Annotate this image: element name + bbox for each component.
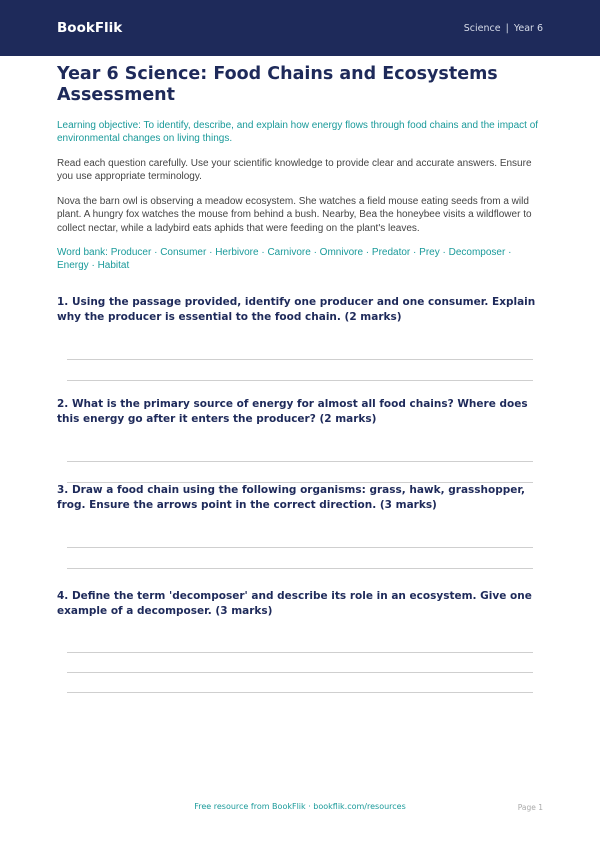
question-3: [57, 483, 543, 569]
question-text: 1. Using the passage provided, identify one producer and one consumer. Explain why the producer is essential to the food chain. (2 marks): [57, 295, 536, 323]
answer-line[interactable]: [67, 692, 533, 693]
answer-line[interactable]: [67, 547, 533, 548]
answer-line[interactable]: [67, 380, 533, 381]
page-title: Year 6 Science: Food Chains and Ecosystems Assessment: [57, 64, 498, 105]
subject-label: Science: [463, 22, 501, 34]
page-header: [0, 0, 600, 56]
footer-resource-link[interactable]: Free resource from BookFlik · bookflik.com/resources: [194, 802, 406, 811]
page-number: Page 1: [517, 803, 543, 812]
answer-area[interactable]: [67, 359, 533, 381]
answer-line[interactable]: [67, 672, 533, 673]
answer-area[interactable]: [67, 547, 533, 569]
answer-line[interactable]: [67, 359, 533, 360]
question-text: 2. What is the primary source of energy for almost all food chains? Where does this energy go after it enters the producer? (2 marks): [57, 397, 528, 425]
worksheet-content: [57, 64, 543, 693]
word-bank: Word bank: Producer · Consumer · Herbivore · Carnivore · Omnivore · Predator · Prey · Decomposer · Energy · Habitat: [57, 246, 512, 272]
answer-area[interactable]: [67, 461, 533, 483]
instructions: Read each question carefully. Use your scientific knowledge to provide clear and accurate answers. Ensure you use appropriate terminology.: [57, 158, 532, 182]
question-4: [57, 589, 543, 693]
answer-area[interactable]: [67, 652, 533, 693]
answer-line[interactable]: [67, 652, 533, 653]
year-label: Year 6: [513, 22, 543, 34]
learning-objective: Learning objective: To identify, describe, and explain how energy flows through food chains and the impact of environmental changes on living things.: [57, 120, 539, 144]
question-text: 3. Draw a food chain using the following organisms: grass, hawk, grasshopper, frog. Ensure the arrows point in the correct direction. (3 marks): [57, 483, 526, 511]
header-meta: [464, 23, 543, 34]
meta-separator: |: [505, 22, 509, 34]
question-1: [57, 295, 543, 381]
answer-line[interactable]: [67, 568, 533, 569]
question-2: [57, 397, 543, 483]
answer-line[interactable]: [67, 461, 533, 462]
reading-passage: Nova the barn owl is observing a meadow ecosystem. She watches a field mouse eating seeds from a wild plant. A hungry fox watches the mouse from behind a bush. Nearby, Bea the honeybee visits a wildflower to collect nectar, while a ladybird eats aphids that were feeding on the plant's leaves.: [57, 196, 532, 234]
question-text: 4. Define the term 'decomposer' and describe its role in an ecosystem. Give one example of a decomposer. (3 marks): [57, 589, 532, 617]
brand-logo[interactable]: BookFlik: [57, 20, 123, 36]
